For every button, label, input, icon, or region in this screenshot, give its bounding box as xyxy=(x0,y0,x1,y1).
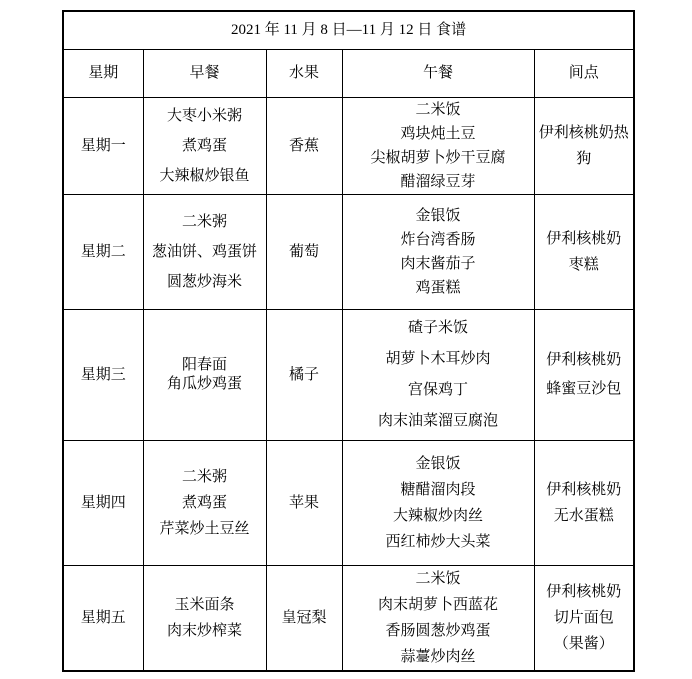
column-header-snack: 间点 xyxy=(534,49,634,97)
menu-item-text: 尖椒胡萝卜炒干豆腐 xyxy=(370,149,506,166)
menu-item-text: 大辣椒炒银鱼 xyxy=(159,167,250,184)
menu-item-text: 星期三 xyxy=(80,366,126,383)
menu-item-text: 大枣小米粥 xyxy=(166,107,242,124)
cell-fruit xyxy=(266,97,342,194)
menu-item-text: 星期四 xyxy=(80,494,126,511)
column-header-lunch: 午餐 xyxy=(342,49,534,97)
cell-lunch xyxy=(342,565,534,671)
menu-item-text: 碴子米饭 xyxy=(407,319,468,336)
menu-item-text: 肉末炒榨菜 xyxy=(166,622,242,639)
cell-snack xyxy=(534,565,634,671)
menu-item-text: 肉末胡萝卜西蓝花 xyxy=(377,596,498,613)
menu-row-1 xyxy=(63,97,634,194)
menu-item-text: 胡萝卜木耳炒肉 xyxy=(385,350,491,367)
menu-item-text: 伊利核桃奶 xyxy=(546,351,622,368)
menu-item-text: 金银饭 xyxy=(415,207,461,224)
cell-day xyxy=(63,309,143,440)
menu-row-4 xyxy=(63,440,634,565)
menu-item-text: 宫保鸡丁 xyxy=(407,381,468,398)
menu-item-text: 圆葱炒海米 xyxy=(166,273,242,290)
menu-item-text: 葡萄 xyxy=(288,243,319,260)
menu-item-text: 伊利核桃奶 xyxy=(546,481,622,498)
menu-item-text: 炸台湾香肠 xyxy=(400,231,476,248)
menu-item-text: 角瓜炒鸡蛋 xyxy=(166,375,242,392)
cell-fruit xyxy=(266,309,342,440)
table-title: 2021 年 11 月 8 日—11 月 12 日 食谱 xyxy=(63,11,634,49)
cell-snack xyxy=(534,97,634,194)
menu-item-text: 肉末酱茄子 xyxy=(400,255,476,272)
menu-item-text: 皇冠梨 xyxy=(281,609,327,626)
menu-item-text: 二米饭 xyxy=(415,570,461,587)
cell-breakfast xyxy=(143,440,266,565)
menu-item-text: 星期一 xyxy=(80,137,126,154)
cell-lunch xyxy=(342,97,534,194)
cell-lunch xyxy=(342,194,534,309)
menu-item-text: 糖醋溜肉段 xyxy=(400,481,476,498)
menu-item-text: 枣糕 xyxy=(568,256,599,273)
menu-item-text: 醋溜绿豆芽 xyxy=(400,173,476,190)
menu-item-text: 葱油饼、鸡蛋饼 xyxy=(151,243,257,260)
menu-row-3 xyxy=(63,309,634,440)
menu-item-text: 阳春面 xyxy=(181,356,227,373)
menu-item-text: 狗 xyxy=(576,150,592,167)
cell-lunch xyxy=(342,309,534,440)
menu-item-text: 西红柿炒大头菜 xyxy=(385,533,491,550)
menu-item-text: （果酱） xyxy=(553,635,614,652)
cell-breakfast xyxy=(143,194,266,309)
menu-item-text: 苹果 xyxy=(288,494,319,511)
column-header-breakfast: 早餐 xyxy=(143,49,266,97)
menu-item-text: 二米饭 xyxy=(415,101,461,118)
menu-item-text: 无水蛋糕 xyxy=(553,507,614,524)
menu-item-text: 蜂蜜豆沙包 xyxy=(546,380,622,397)
menu-item-text: 星期五 xyxy=(80,609,126,626)
menu-item-text: 伊利核桃奶 xyxy=(546,230,622,247)
menu-item-text: 芹菜炒土豆丝 xyxy=(159,520,250,537)
menu-item-text: 伊利核桃奶热 xyxy=(538,124,629,141)
menu-item-text: 金银饭 xyxy=(415,455,461,472)
cell-breakfast xyxy=(143,565,266,671)
menu-item-text: 橘子 xyxy=(288,366,319,383)
cell-breakfast xyxy=(143,97,266,194)
cell-day xyxy=(63,440,143,565)
cell-lunch xyxy=(342,440,534,565)
menu-item-text: 蒜薹炒肉丝 xyxy=(400,648,476,665)
menu-table xyxy=(62,10,635,672)
menu-item-text: 玉米面条 xyxy=(174,596,235,613)
cell-day xyxy=(63,565,143,671)
menu-item-text: 伊利核桃奶 xyxy=(546,583,622,600)
menu-item-text: 二米粥 xyxy=(181,213,227,230)
menu-item-text: 煮鸡蛋 xyxy=(181,494,227,511)
menu-item-text: 星期二 xyxy=(80,243,126,260)
cell-snack xyxy=(534,194,634,309)
cell-day xyxy=(63,194,143,309)
menu-item-text: 香蕉 xyxy=(288,137,319,154)
cell-day xyxy=(63,97,143,194)
cell-fruit xyxy=(266,194,342,309)
menu-item-text: 鸡蛋糕 xyxy=(415,279,461,296)
cell-snack xyxy=(534,309,634,440)
menu-item-text: 肉末油菜溜豆腐泡 xyxy=(377,412,498,429)
column-header-day: 星期 xyxy=(63,49,143,97)
menu-item-text: 煮鸡蛋 xyxy=(181,137,227,154)
menu-item-text: 鸡块炖土豆 xyxy=(400,125,476,142)
cell-snack xyxy=(534,440,634,565)
menu-item-text: 切片面包 xyxy=(553,609,614,626)
cell-fruit xyxy=(266,440,342,565)
header-row xyxy=(63,49,634,97)
cell-breakfast xyxy=(143,309,266,440)
menu-item-text: 香肠圆葱炒鸡蛋 xyxy=(385,622,491,639)
menu-item-text: 二米粥 xyxy=(181,468,227,485)
menu-row-2 xyxy=(63,194,634,309)
menu-row-5 xyxy=(63,565,634,671)
menu-item-text: 大辣椒炒肉丝 xyxy=(392,507,483,524)
title-row xyxy=(63,11,634,49)
column-header-fruit: 水果 xyxy=(266,49,342,97)
cell-fruit xyxy=(266,565,342,671)
